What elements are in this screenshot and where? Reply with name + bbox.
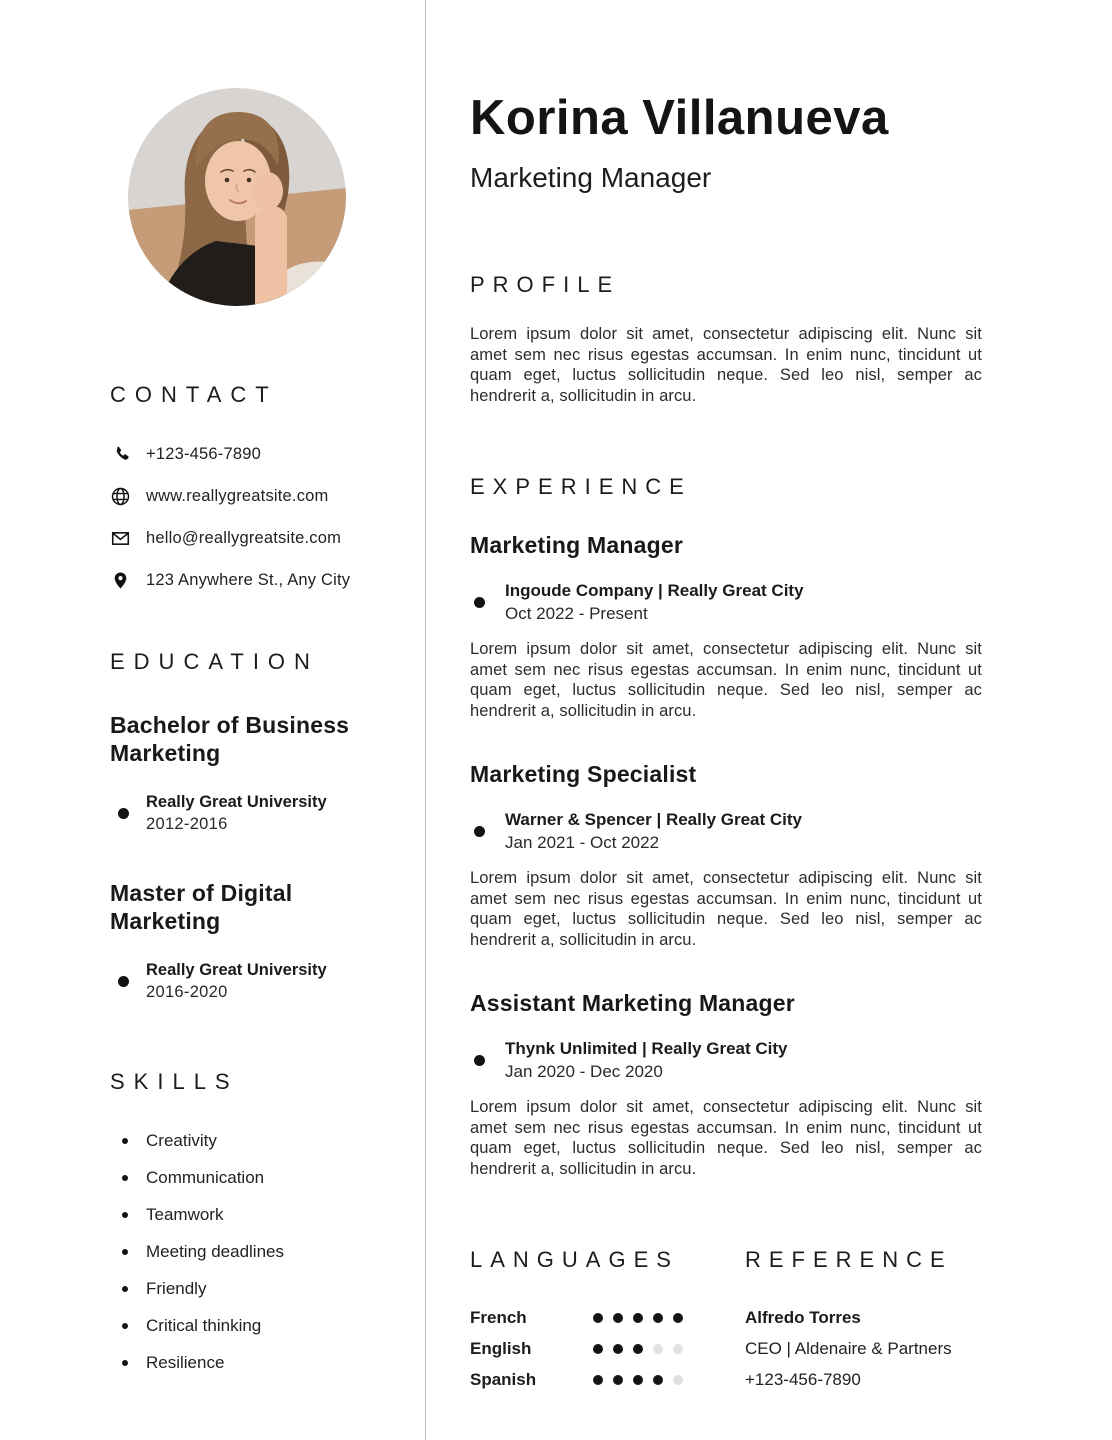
phone-icon: [110, 444, 131, 465]
location-icon: [110, 570, 131, 591]
education-list: [110, 711, 389, 1003]
contact-address-row: [110, 570, 389, 591]
job-meta: [470, 1037, 982, 1083]
job-title: Assistant Marketing Manager: [470, 990, 795, 1016]
degree-title: Master of Digital Marketing: [110, 880, 293, 934]
job-title: Marketing Manager: [470, 532, 684, 558]
language-row: [470, 1307, 745, 1328]
level-dot: [633, 1375, 643, 1385]
language-row: [470, 1369, 745, 1390]
skill-label: Friendly: [146, 1279, 207, 1298]
reference-details: [745, 1307, 982, 1390]
experience-entry: [470, 532, 982, 721]
bullet-dot: [122, 1360, 128, 1366]
bullet-dot: [474, 826, 485, 837]
level-dot: [673, 1313, 683, 1323]
reference-heading: REFERENCE: [745, 1247, 953, 1272]
job-description: Lorem ipsum dolor sit amet, consectetur adipiscing elit. Nunc sit amet sem nec risus egestas accumsan. In enim nunc, tincidunt ut quam eget, luctus sollicitudin neque. Sed leo nisl, semper ac hendrerit a, sollicitudin in arcu.: [470, 640, 982, 720]
level-dot: [593, 1313, 603, 1323]
skill-label: Teamwork: [146, 1205, 224, 1224]
bullet-dot: [118, 808, 129, 819]
job-company: Warner & Spencer | Really Great City: [505, 810, 803, 829]
contact-phone-row: [110, 444, 389, 465]
bullet-dot: [122, 1175, 128, 1181]
job-description: Lorem ipsum dolor sit amet, consectetur adipiscing elit. Nunc sit amet sem nec risus egestas accumsan. In enim nunc, tincidunt ut quam eget, luctus sollicitudin neque. Sed leo nisl, semper ac hendrerit a, sollicitudin in arcu.: [470, 869, 982, 949]
contact-heading: CONTACT: [110, 382, 278, 407]
level-dot: [613, 1375, 623, 1385]
job-title: Marketing Specialist: [470, 761, 697, 787]
degree-title: Bachelor of Business Marketing: [110, 712, 350, 766]
bullet-dot: [474, 597, 485, 608]
experience-entry: [470, 761, 982, 950]
bullet-dot: [122, 1286, 128, 1292]
experience-entry: [470, 990, 982, 1179]
language-level-dots: [593, 1375, 683, 1385]
level-dot: [653, 1313, 663, 1323]
language-level-dots: [593, 1344, 683, 1354]
skill-item: [110, 1353, 389, 1373]
email-icon: [110, 528, 131, 549]
job-meta: [470, 579, 982, 625]
bottom-section: [470, 1247, 982, 1400]
skill-item: [110, 1205, 389, 1225]
level-dot: [613, 1344, 623, 1354]
skill-item: [110, 1242, 389, 1262]
education-entry: [110, 791, 389, 835]
education-entry: [110, 959, 389, 1003]
school-years: 2016-2020: [146, 983, 228, 1001]
job-dates: Oct 2022 - Present: [505, 604, 648, 623]
phone-value: +123-456-7890: [146, 445, 261, 463]
reference-section: [745, 1247, 982, 1400]
school-name: Really Great University: [146, 793, 327, 811]
language-level-dots: [593, 1313, 683, 1323]
job-meta: [470, 808, 982, 854]
skill-item: [110, 1279, 389, 1299]
level-dot: [653, 1344, 663, 1354]
address-value: 123 Anywhere St., Any City: [146, 571, 351, 589]
language-name: Spanish: [470, 1369, 537, 1389]
skill-label: Communication: [146, 1168, 265, 1187]
profile-heading: PROFILE: [470, 272, 621, 297]
portrait-illustration: [128, 88, 346, 306]
skill-label: Resilience: [146, 1353, 225, 1372]
skill-item: [110, 1168, 389, 1188]
bullet-dot: [122, 1138, 128, 1144]
languages-section: [470, 1247, 745, 1400]
reference-role: CEO | Aldenaire & Partners: [745, 1338, 952, 1358]
school-name: Really Great University: [146, 961, 327, 979]
main-column: [426, 0, 1112, 1440]
reference-phone: +123-456-7890: [745, 1369, 861, 1389]
profile-text: Lorem ipsum dolor sit amet, consectetur adipiscing elit. Nunc sit amet sem nec risus egestas accumsan. In enim nunc, tincidunt ut quam eget, luctus sollicitudin neque. Sed leo nisl, semper ac hendrerit a, sollicitudin in arcu.: [470, 325, 982, 405]
contact-email-row: [110, 528, 389, 549]
level-dot: [653, 1375, 663, 1385]
level-dot: [633, 1313, 643, 1323]
profile-photo: [128, 88, 346, 306]
person-name: Korina Villanueva: [470, 91, 889, 145]
job-company: Ingoude Company | Really Great City: [505, 581, 804, 600]
sidebar: [0, 0, 426, 1440]
level-dot: [673, 1375, 683, 1385]
email-value: hello@reallygreatsite.com: [146, 529, 342, 547]
skill-label: Creativity: [146, 1131, 217, 1150]
job-description: Lorem ipsum dolor sit amet, consectetur adipiscing elit. Nunc sit amet sem nec risus egestas accumsan. In enim nunc, tincidunt ut quam eget, luctus sollicitudin neque. Sed leo nisl, semper ac hendrerit a, sollicitudin in arcu.: [470, 1098, 982, 1178]
education-heading: EDUCATION: [110, 649, 319, 674]
job-company: Thynk Unlimited | Really Great City: [505, 1039, 788, 1058]
experience-heading: EXPERIENCE: [470, 474, 692, 499]
bullet-dot: [122, 1212, 128, 1218]
globe-icon: [110, 486, 131, 507]
skill-item: [110, 1131, 389, 1151]
language-name: English: [470, 1338, 532, 1358]
bullet-dot: [118, 976, 129, 987]
bullet-dot: [122, 1249, 128, 1255]
skills-heading: SKILLS: [110, 1069, 239, 1094]
job-dates: Jan 2021 - Oct 2022: [505, 833, 660, 852]
language-name: French: [470, 1307, 527, 1327]
reference-name: Alfredo Torres: [745, 1307, 861, 1327]
contact-list: [110, 444, 389, 591]
bullet-dot: [474, 1055, 485, 1066]
level-dot: [673, 1344, 683, 1354]
skill-label: Meeting deadlines: [146, 1242, 284, 1261]
languages-list: [470, 1307, 745, 1390]
contact-website-row: [110, 486, 389, 507]
level-dot: [633, 1344, 643, 1354]
job-dates: Jan 2020 - Dec 2020: [505, 1062, 663, 1081]
bullet-dot: [122, 1323, 128, 1329]
school-years: 2012-2016: [146, 815, 228, 833]
website-value: www.reallygreatsite.com: [146, 487, 329, 505]
person-job-title: Marketing Manager: [470, 162, 712, 193]
skill-label: Critical thinking: [146, 1316, 262, 1335]
language-row: [470, 1338, 745, 1359]
level-dot: [593, 1344, 603, 1354]
skills-list: [110, 1131, 389, 1373]
level-dot: [613, 1313, 623, 1323]
level-dot: [593, 1375, 603, 1385]
languages-heading: LANGUAGES: [470, 1247, 679, 1272]
skill-item: [110, 1316, 389, 1336]
